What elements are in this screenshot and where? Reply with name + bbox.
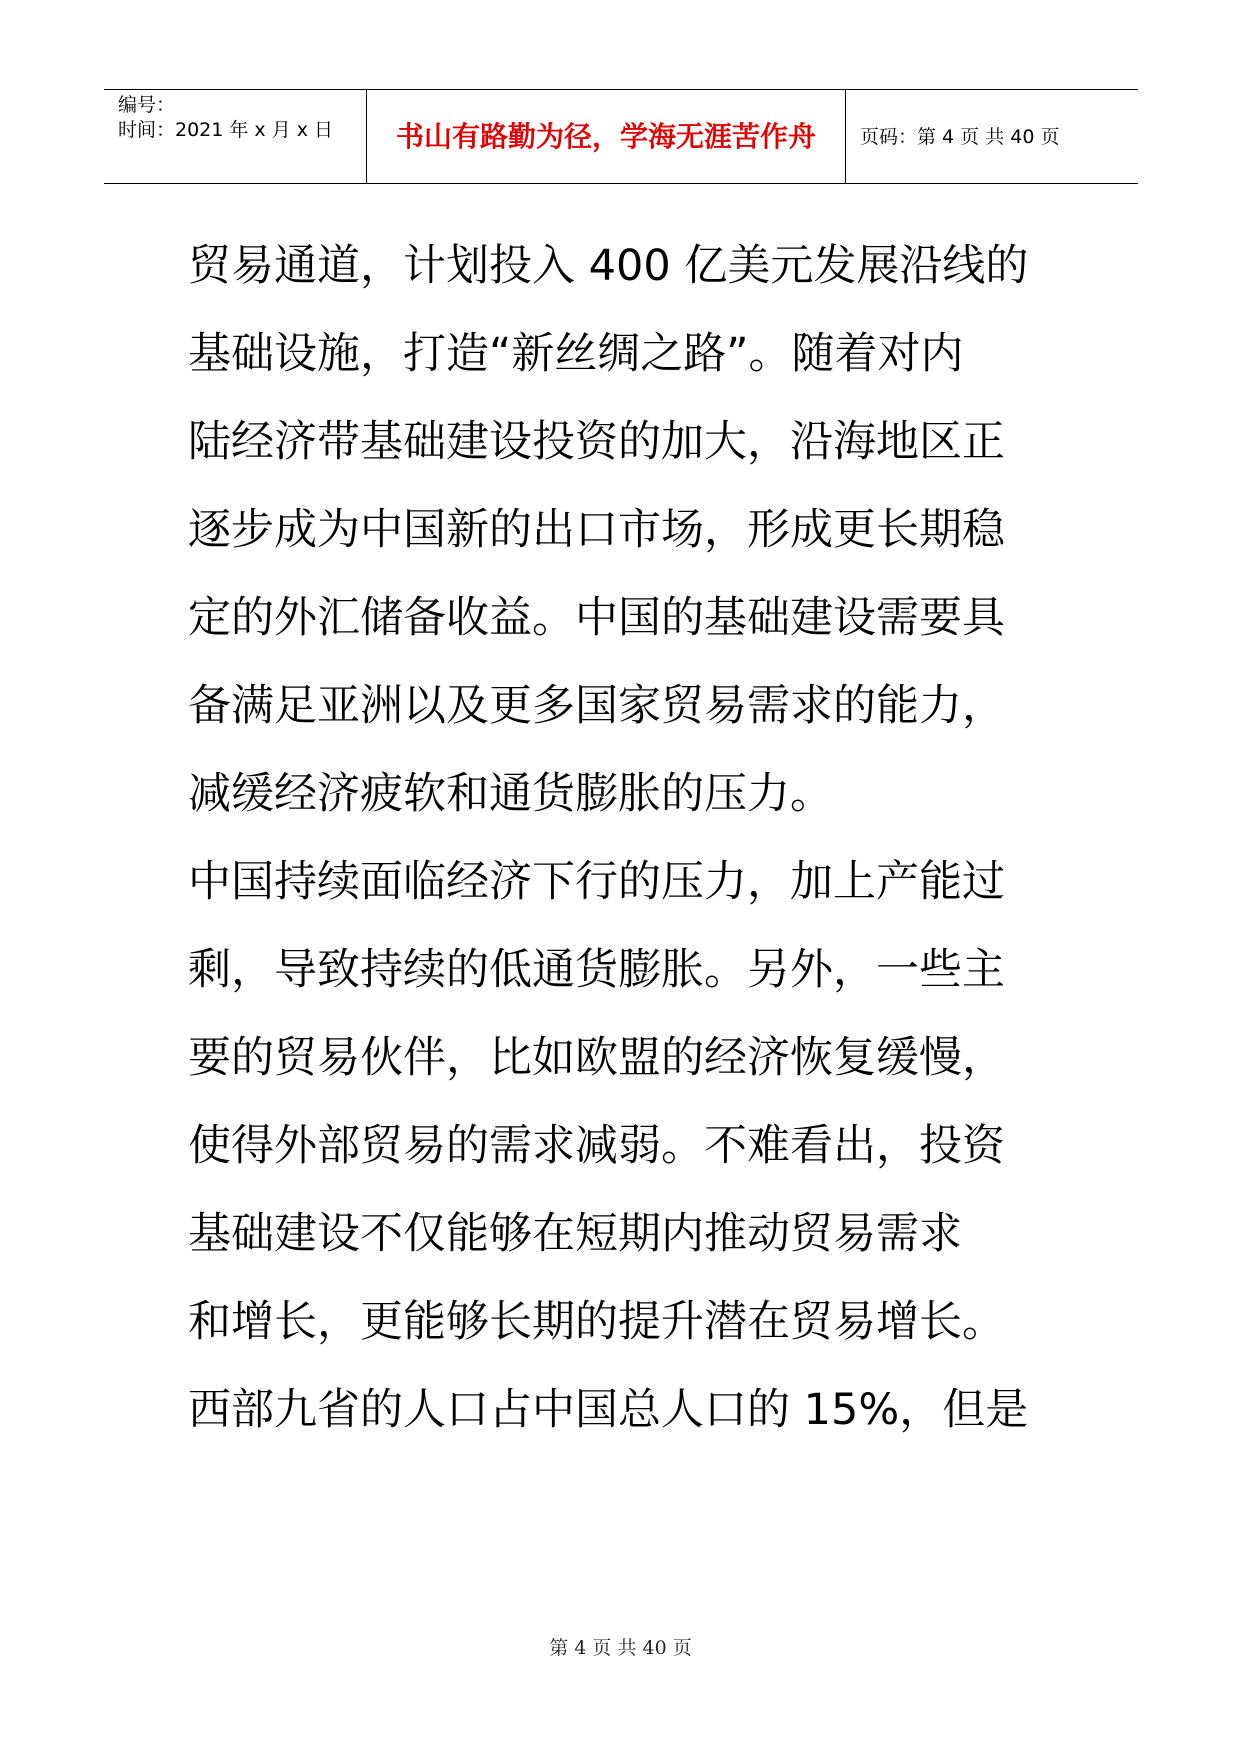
body-line: 逐步成为中国新的出口市场，形成更长期稳 <box>188 505 1005 555</box>
body-line: 备满足亚洲以及更多国家贸易需求的能力， <box>188 681 1005 731</box>
body-line: 要的贸易伙伴，比如欧盟的经济恢复缓慢， <box>188 1033 1005 1083</box>
header-motto: 书山有路勤为径，学海无涯苦作舟 <box>395 120 816 153</box>
body-line: 减缓经济疲软和通货膨胀的压力。 <box>188 769 833 819</box>
body-line: 基础设施，打造“新丝绸之路”。随着对内 <box>188 329 964 379</box>
document-body <box>188 222 1088 1454</box>
body-line: 使得外部贸易的需求减弱。不难看出，投资 <box>188 1121 1005 1171</box>
body-line: 陆经济带基础建设投资的加大，沿海地区正 <box>188 417 1005 467</box>
body-line: 中国持续面临经济下行的压力，加上产能过 <box>188 857 1005 907</box>
body-line: 剩，导致持续的低通货膨胀。另外，一些主 <box>188 945 1005 995</box>
serial-number-label: 编号： <box>118 94 176 116</box>
body-line: 贸易通道，计划投入 400 亿美元发展沿线的 <box>188 241 1029 291</box>
body-line: 定的外汇储备收益。中国的基础建设需要具 <box>188 593 1005 643</box>
header-motto-cell <box>367 90 846 183</box>
date-label: 时间：2021 年 x 月 x 日 <box>118 119 334 141</box>
header-page-code: 页码：第 4 页 共 40 页 <box>860 126 1060 148</box>
page-footer: 第 4 页 共 40 页 <box>549 1637 692 1659</box>
body-line: 和增长，更能够长期的提升潜在贸易增长。 <box>188 1297 1005 1347</box>
header-meta-cell <box>104 90 367 183</box>
body-line: 西部九省的人口占中国总人口的 15%，但是 <box>188 1385 1029 1435</box>
page-header <box>104 89 1138 184</box>
header-page-cell <box>846 90 1138 183</box>
body-line: 基础建设不仅能够在短期内推动贸易需求 <box>188 1209 962 1259</box>
